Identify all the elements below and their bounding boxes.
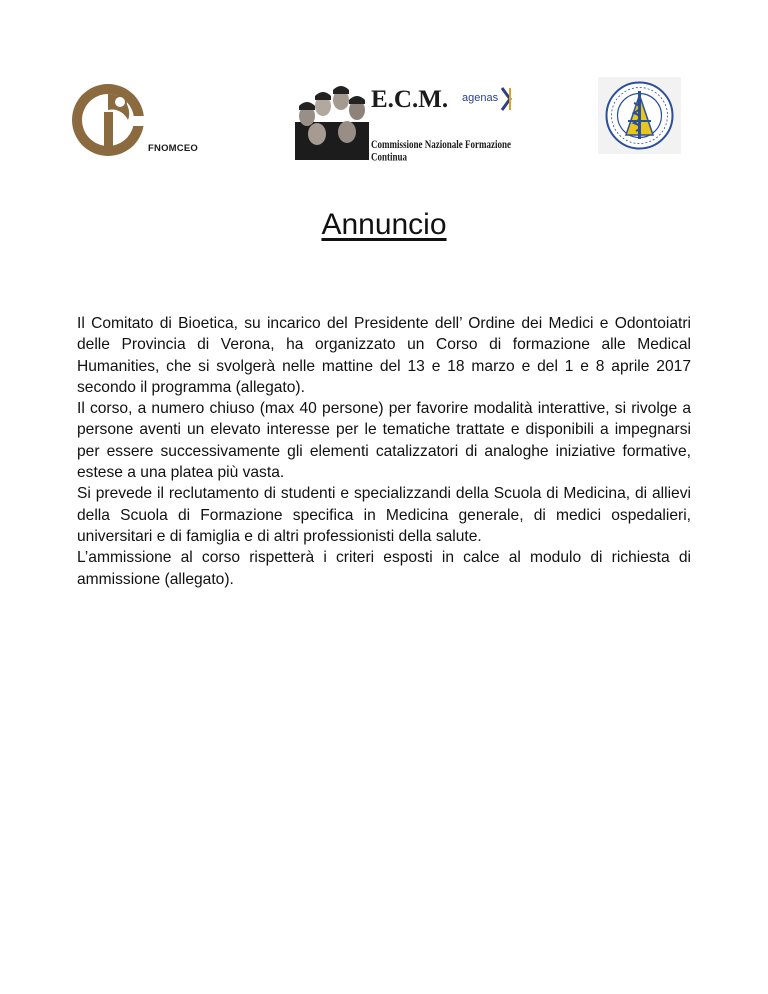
cnfc-label: Commissione Nazionale Formazione Continua: [371, 138, 511, 163]
ecm-portrait-group-icon: [295, 76, 369, 160]
paragraph-course: Il corso, a numero chiuso (max 40 persone) per favorire modalità interattive, si rivolge a persone aventi un elevato interesse per le tematiche trattate e disponibili a impegnarsi per essere successivamente gli elementi catalizzatori di analoghe iniziative formative, estese a una platea più vasta.: [77, 400, 691, 482]
fnomceo-logo: [70, 82, 220, 158]
fnomceo-emblem-icon: [70, 82, 146, 158]
caduceus-seal-icon: [598, 77, 681, 154]
order-seal-logo: [598, 77, 681, 154]
paragraph-intro: Il Comitato di Bioetica, su incarico del Presidente dell’ Ordine dei Medici e Odontoiatri delle Provincia di Verona, ha organizzato un Corso di formazione alle Medical Humanities, che si svolgerà nelle mattine del 13 e 18 marzo e del 1 e 8 aprile 2017 secondo il programma (allegato).: [77, 315, 691, 396]
paragraph-recruitment: Si prevede il reclutamento di studenti e specializzandi della Scuola di Medicina, di allievi della Scuola di Formazione specifica in Medicina generale, di medici ospedalieri, universitari e di famiglia e di altri professionisti della salute.: [77, 485, 691, 545]
ecm-label: E.C.M.: [371, 86, 449, 113]
agenas-mark-icon: [500, 86, 512, 112]
announcement-body: [77, 313, 691, 590]
document-title: Annuncio: [321, 208, 447, 241]
ecm-logo: [295, 76, 517, 163]
paragraph-admission: L’ammissione al corso rispetterà i criteri esposti in calce al modulo di richiesta di ammissione (allegato).: [77, 549, 691, 588]
agenas-label: agenas: [462, 92, 499, 104]
fnomceo-label: FNOMCEO: [148, 143, 198, 154]
